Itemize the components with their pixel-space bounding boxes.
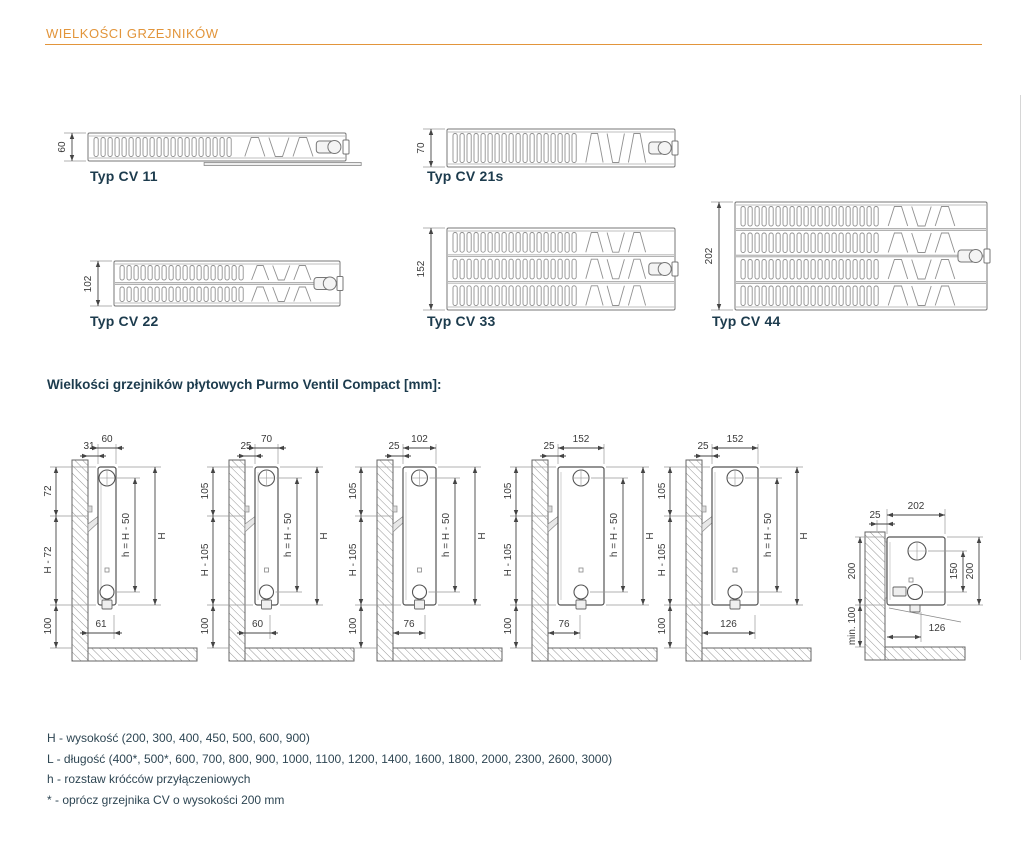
dimension-height: H xyxy=(319,532,330,540)
dimension-top-width: 202 xyxy=(907,501,925,512)
legend-line-note: * - oprócz grzejnika CV o wysokości 200 mm xyxy=(47,792,285,807)
page-title: WIELKOŚCI GRZEJNIKÓW xyxy=(46,26,219,41)
dimension-left-top: 105 xyxy=(348,482,359,500)
dimension-bottom-width: 126 xyxy=(720,619,737,630)
side-view-diagram-4 xyxy=(502,420,678,690)
side-view-diagram-1 xyxy=(42,420,218,690)
dimension-left-bottom: 100 xyxy=(657,617,668,635)
dimension-left-bottom: 100 xyxy=(200,617,211,635)
dimension-top-width: 102 xyxy=(411,434,428,445)
type-label-cv33: Typ CV 33 xyxy=(427,313,496,329)
dimension-depth: 70 xyxy=(416,142,427,154)
dimension-bottom-width: 61 xyxy=(95,619,107,630)
dimension-pipe-spacing: h = H - 50 xyxy=(283,512,294,558)
cross-section-drawing xyxy=(84,258,364,314)
dimension-left-mid: H - 105 xyxy=(200,543,211,577)
dimension-height: H xyxy=(477,532,488,540)
dimension-left-mid: H - 105 xyxy=(657,543,668,577)
side-view-diagram-3 xyxy=(347,420,523,690)
dimension-top-width: 60 xyxy=(101,434,113,445)
dimension-top-width: 152 xyxy=(726,434,744,445)
dimension-pipe-spacing: h = H - 50 xyxy=(609,512,620,558)
dimension-depth: 102 xyxy=(83,275,94,292)
side-view-drawing xyxy=(347,420,517,690)
dimension-wall-offset: 25 xyxy=(869,510,881,521)
dimension-left-top: 200 xyxy=(847,562,858,580)
dimension-wall-offset: 31 xyxy=(83,441,95,452)
type-label-cv44: Typ CV 44 xyxy=(712,313,781,329)
corner-installation-diagram xyxy=(847,420,1027,690)
legend xyxy=(47,731,612,813)
dimension-left-mid: H - 105 xyxy=(503,543,514,577)
cross-section-drawing xyxy=(417,225,699,317)
type-label-cv21s: Typ CV 21s xyxy=(427,168,504,184)
dimension-wall-offset: 25 xyxy=(697,441,709,452)
corner-drawing xyxy=(851,420,1027,690)
type-label-cv11: Typ CV 11 xyxy=(90,168,158,184)
dimension-wall-offset: 25 xyxy=(240,441,252,452)
type-label-cv22: Typ CV 22 xyxy=(90,313,159,329)
dimension-depth: 152 xyxy=(416,260,427,278)
dimension-height: H xyxy=(157,532,168,540)
dimension-right-inner: 150 xyxy=(949,562,960,580)
side-view-drawing xyxy=(502,420,672,690)
legend-line-spacing: h - rozstaw króćców przyłączeniowych xyxy=(47,772,251,786)
dimension-pipe-spacing: h = H - 50 xyxy=(441,512,452,558)
dimension-left-top: 105 xyxy=(657,482,668,500)
dimension-bottom-width: 126 xyxy=(928,623,946,634)
dimension-wall-offset: 25 xyxy=(543,441,555,452)
dimension-height: H xyxy=(645,532,656,540)
legend-line-length: L - długość (400*, 500*, 600, 700, 800, 900, 1000, 1100, 1200, 1400, 1600, 1800, 2000, 2300, 2600, 3000) xyxy=(47,751,613,766)
dimension-left-mid: H - 105 xyxy=(348,543,359,577)
dimension-pipe-spacing: h = H - 50 xyxy=(121,512,132,558)
dimension-left-top: 105 xyxy=(200,482,211,500)
dimension-left-bottom: 100 xyxy=(43,617,54,635)
side-view-drawing xyxy=(656,420,826,690)
dimension-wall-offset: 25 xyxy=(388,441,400,452)
dimension-bottom-width: 76 xyxy=(403,619,415,630)
dimension-depth: 60 xyxy=(57,141,68,153)
dimension-height: H xyxy=(799,532,810,540)
dimension-bottom-width: 60 xyxy=(251,619,264,630)
dimension-left-top: 105 xyxy=(503,482,514,500)
dimension-left-bottom: min. 100 xyxy=(847,606,858,646)
dimension-depth: 202 xyxy=(704,247,715,265)
dimension-left-bottom: 100 xyxy=(348,617,359,635)
dimension-bottom-width: 76 xyxy=(558,619,570,630)
dimension-left-mid: H - 72 xyxy=(43,546,54,574)
dimension-right-outer: 200 xyxy=(965,562,976,580)
dimension-top-width: 70 xyxy=(260,434,273,445)
dimension-top-width: 152 xyxy=(572,434,590,445)
dimension-left-top: 72 xyxy=(43,485,54,497)
title-underline xyxy=(45,44,982,45)
side-view-diagram-5 xyxy=(656,420,832,690)
dimension-pipe-spacing: h = H - 50 xyxy=(763,512,774,558)
dimension-left-bottom: 100 xyxy=(503,617,514,635)
cross-section-drawing xyxy=(705,199,1011,317)
legend-line-height: H - wysokość (200, 300, 400, 450, 500, 600, 900) xyxy=(47,731,310,745)
section-heading: Wielkości grzejników płytowych Purmo Ventil Compact [mm]: xyxy=(47,377,442,392)
